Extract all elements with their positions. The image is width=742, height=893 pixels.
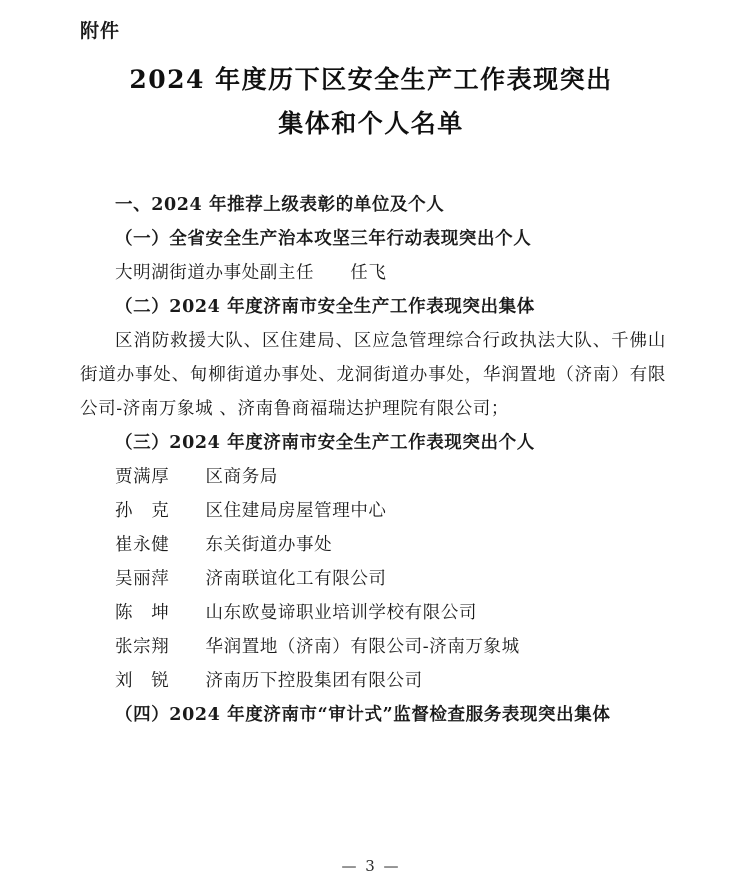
list-item: [80, 460, 666, 494]
document-body: [80, 188, 666, 732]
subsection-3-heading: （三）2024 年度济南市安全生产工作表现突出个人: [115, 433, 535, 453]
title-line-2: 集体和个人名单: [278, 109, 464, 138]
list-item: [80, 528, 666, 562]
attachment-label: 附件: [80, 20, 121, 42]
person-unit: 济南联谊化工有限公司: [205, 569, 387, 589]
person-name: 张宗翔: [115, 637, 170, 657]
list-item: [80, 562, 666, 596]
person-name: 孙 克: [115, 501, 170, 521]
person-name: 刘 锐: [115, 671, 170, 691]
person-name: 崔永健: [115, 535, 170, 555]
subsection-1-heading: （一）全省安全生产治本攻坚三年行动表现突出个人: [115, 229, 532, 249]
document-title: [0, 58, 742, 146]
subsection-2-body: 区消防救援大队、区住建局、区应急管理综合行政执法大队、千佛山街道办事处、甸柳街道办事处、龙洞街道办事处，华润置地（济南）有限公司-济南万象城 、济南鲁商福瑞达护理院有限公司；: [80, 331, 666, 419]
list-item: [80, 630, 666, 664]
person-unit: 华润置地（济南）有限公司-济南万象城: [205, 637, 520, 657]
subsection-1-entry: 大明湖街道办事处副主任 任飞: [115, 263, 387, 283]
subsection-2-heading: （二）2024 年度济南市安全生产工作表现突出集体: [115, 297, 535, 317]
list-item: [80, 664, 666, 698]
person-unit: 区商务局: [205, 467, 278, 487]
person-unit: 东关街道办事处: [205, 535, 333, 555]
title-line-1: 2024 年度历下区安全生产工作表现突出: [129, 65, 613, 94]
person-name: 吴丽萍: [115, 569, 170, 589]
person-name: 贾满厚: [115, 467, 170, 487]
person-name: 陈 坤: [115, 603, 170, 623]
person-unit: 济南历下控股集团有限公司: [205, 671, 423, 691]
list-item: [80, 494, 666, 528]
page-number: — 3 —: [341, 857, 401, 875]
section-1-heading: 一、2024 年推荐上级表彰的单位及个人: [115, 195, 445, 215]
list-item: [80, 596, 666, 630]
subsection-4-heading: （四）2024 年度济南市“审计式”监督检查服务表现突出集体: [115, 705, 611, 725]
person-unit: 区住建局房屋管理中心: [205, 501, 387, 521]
person-unit: 山东欧曼谛职业培训学校有限公司: [205, 603, 478, 623]
